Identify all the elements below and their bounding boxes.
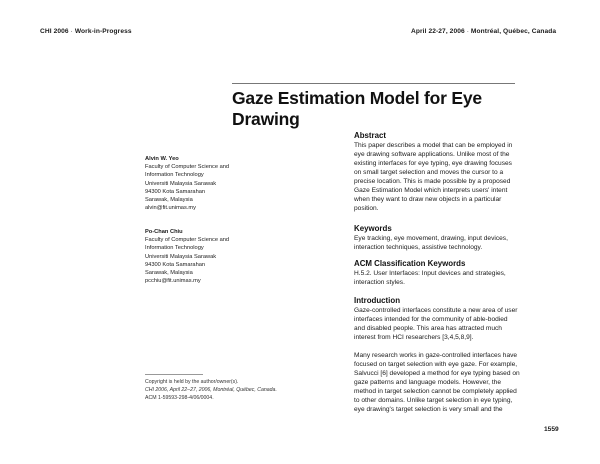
text-line: when they want to draw new objects in a particular [354,196,502,204]
text-line: interaction styles. [354,279,405,287]
text-line: and disabled people. This area has attracted much [354,325,502,333]
introduction-section [354,296,544,415]
title-line-2: Drawing [232,109,300,129]
title-line-1: Gaze Estimation Model for Eye [232,88,482,108]
text-line: precise location. This is made possible by a proposed [354,178,511,186]
keywords-heading: Keywords [354,224,392,233]
text-line: focused on target selection with eye gaze. For example, [354,361,518,369]
title-rule [232,83,515,84]
acm-heading: ACM Classification Keywords [354,259,466,268]
text-line: interfaces intended for the community of able-bodied [354,316,508,324]
author-affiliation-line: Faculty of Computer Science and [145,164,230,171]
keywords-body [354,234,544,252]
copyright-rule [145,374,203,375]
author-email: alvin@fit.unimas.my [145,205,196,212]
text-line: eye drawing's target selection is very small and the [354,406,503,414]
text-line: H.5.2. User Interfaces: Input devices and strategies, [354,270,506,277]
text-line: Salvucci [6] developed a method for eye typing based on [354,370,520,378]
text-line: position. [354,205,379,213]
author-name: Alvin W. Yeo [145,156,179,162]
running-header-left [40,28,132,35]
copyright-line: Copyright is held by the author/owner(s). [145,379,239,385]
author-affiliation-line: Information Technology [145,245,204,252]
author-name: Po-Chan Chiu [145,229,183,235]
author-affiliation-line: Universiti Malaysia Sarawak [145,253,217,260]
running-header-right [411,28,556,35]
abstract-body [354,141,544,213]
author-affiliation-line: Sarawak, Malaysia [145,270,193,277]
text-line: This paper describes a model that can be employed in [354,142,513,149]
text-line: gaze patterns and language models. However, the [354,379,501,387]
author-email: pcchiu@fit.unimas.my [145,278,201,285]
introduction-paragraph-2 [354,351,544,414]
text-line: Eye tracking, eye movement, drawing, input devices, [354,235,508,242]
text-line: Gaze Estimation Model which interprets users' intent [354,187,508,195]
conference-name: CHI 2006 [40,28,69,35]
abstract-section [354,131,544,213]
abstract-heading: Abstract [354,131,387,140]
author-affiliation-line: 94300 Kota Samarahan [145,188,206,195]
conference-dates: April 22-27, 2006 [411,28,465,35]
text-line: method in target selection cannot be completely applied [354,388,517,396]
header-separator-right: · [466,28,469,35]
text-line: on small target selection and moves the cursor to a [354,169,504,177]
copyright-venue-line: CHI 2006, April 22–27, 2006, Montréal, Québec, Canada. [145,387,277,394]
introduction-heading: Introduction [354,296,401,305]
author-block-2 [145,228,335,285]
text-line: interaction techniques, assistive technology. [354,244,483,252]
author-affiliation-line: Sarawak, Malaysia [145,197,193,204]
text-line: eye drawing software applications. Unlike most of the [354,151,510,159]
acm-body [354,269,544,287]
page-number: 1559 [544,426,559,433]
author-affiliation-line: 94300 Kota Samarahan [145,261,206,268]
paper-title [232,88,532,130]
keywords-section [354,224,544,252]
introduction-paragraph-1 [354,306,544,342]
conference-location: Montréal, Québec, Canada [470,28,557,35]
text-line: to other domains. Unlike target selection in eye typing, [354,397,513,405]
author-block-1 [145,155,335,212]
copyright-isbn-line: ACM 1-59593-298-4/06/0004. [145,395,214,402]
acm-section [354,259,544,287]
track-name: Work-in-Progress [74,28,132,35]
text-line: Many research works in gaze-controlled interfaces have [354,352,518,360]
author-affiliation-line: Universiti Malaysia Sarawak [145,180,217,187]
text-line: Gaze-controlled interfaces constitute a new area of user [354,307,518,314]
author-affiliation-line: Faculty of Computer Science and [145,237,230,244]
copyright-notice [145,378,345,402]
header-separator: · [70,28,73,35]
text-line: existing interfaces for eye typing, eye drawing focuses [354,160,512,168]
author-affiliation-line: Information Technology [145,172,204,179]
text-line: interest from HCI researchers [3,4,5,8,9]. [354,334,474,342]
